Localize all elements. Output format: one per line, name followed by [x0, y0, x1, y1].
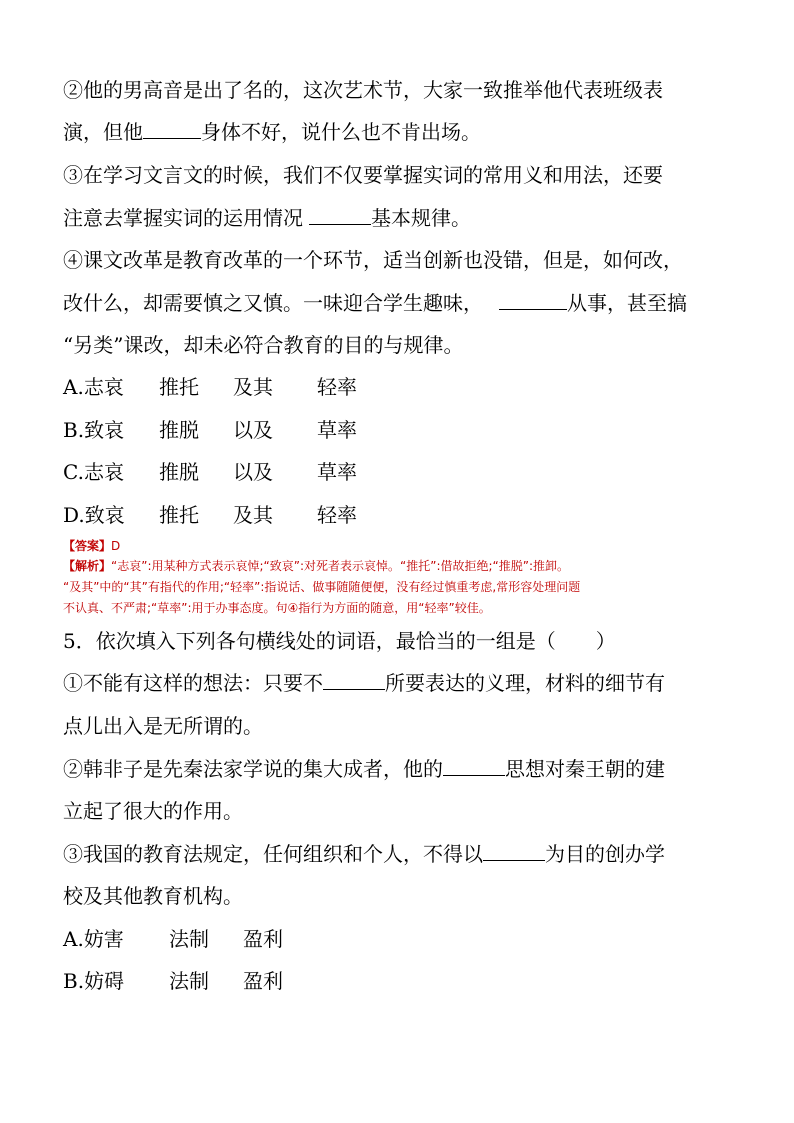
q4-item4-line3 [63, 331, 463, 359]
q5-item2-line1 [63, 755, 665, 783]
option-word: 轻率 [317, 375, 357, 399]
q4-item2-text: 演，但他 [63, 120, 143, 144]
q4-item3-text: ③在学习文言文的时候，我们不仅要掌握实词的常用义和用法，还要 [63, 163, 663, 187]
q5-item3-text: ③我国的教育法规定，任何组织和个人，不得以 [63, 842, 483, 866]
q5-item2-text: 思想对秦王朝的建 [505, 757, 665, 781]
q4-option-b [63, 416, 357, 444]
q4-item3-line2 [63, 204, 471, 232]
q5-item3-text: 校及其他教育机构。 [63, 884, 243, 908]
q4-item2-text: 身体不好，说什么也不肯出场。 [201, 120, 481, 144]
analysis-text: “及其”中的“其”有指代的作用;“轻率”:指说话、做事随随便便，没有经过慎重考虑,常形容处理问题 [63, 580, 581, 594]
analysis-line-2 [63, 577, 580, 597]
q5-stem [63, 627, 616, 655]
q4-option-c [63, 458, 357, 486]
analysis-line-3 [63, 598, 491, 618]
q5-item3-line1 [63, 840, 665, 868]
q4-item4-text: “另类”课改，却未必符合教育的目的与规律。 [63, 333, 464, 357]
q4-option-d [63, 501, 357, 529]
analysis-tag: 【解析】 [63, 559, 112, 573]
option-word: 及其 [233, 375, 273, 399]
q5-item3-text: 为目的创办学 [545, 842, 665, 866]
option-word: 法制 [169, 927, 209, 951]
option-word: 盈利 [243, 969, 283, 993]
option-word: 草率 [317, 460, 357, 484]
q4-item2-line2 [63, 118, 481, 146]
q5-item1-line2 [63, 712, 263, 740]
q5-item2-line2 [63, 797, 243, 825]
q4-item2-text: ②他的男高音是出了名的，这次艺术节，大家一致推举他代表班级表 [63, 78, 663, 102]
option-letter: C.志哀 [63, 460, 124, 484]
option-letter: D.致哀 [63, 503, 125, 527]
fill-blank [499, 291, 567, 310]
q5-item1-text: ①不能有这样的想法：只要不 [63, 671, 323, 695]
option-word: 推脱 [159, 460, 199, 484]
fill-blank [143, 120, 201, 139]
option-word: 推脱 [159, 418, 199, 442]
q4-item3-line1 [63, 161, 663, 189]
q5-item2-text: 立起了很大的作用。 [63, 799, 243, 823]
option-letter: A.志哀 [63, 375, 124, 399]
option-word: 及其 [233, 503, 273, 527]
fill-blank [309, 206, 371, 225]
fill-blank [443, 757, 505, 776]
analysis-line-1 [63, 556, 569, 576]
option-letter: A.妨害 [63, 927, 124, 951]
q5-item2-text: ②韩非子是先秦法家学说的集大成者，他的 [63, 757, 443, 781]
q5-item1-line1 [63, 669, 665, 697]
fill-blank [323, 671, 385, 690]
answer-line [63, 536, 120, 556]
q4-item4-line1 [63, 246, 683, 274]
option-letter: B.妨碍 [63, 969, 125, 993]
q4-item4-text: 改什么，却需要慎之又慎。一味迎合学生趣味， [63, 291, 483, 315]
option-word: 盈利 [243, 927, 283, 951]
analysis-text: 不认真、不严肃;“草率”:用于办事态度。句④指行为方面的随意，用“轻率”较佳。 [63, 601, 491, 615]
q4-item3-text: 基本规律。 [371, 206, 471, 230]
option-word: 法制 [169, 969, 209, 993]
option-word: 轻率 [317, 503, 357, 527]
answer-value: D [111, 539, 121, 553]
option-word: 草率 [317, 418, 357, 442]
q4-item2-line1 [63, 76, 663, 104]
q5-item1-text: 点儿出入是无所谓的。 [63, 714, 263, 738]
q4-item4-text: 从事，甚至搞 [567, 291, 687, 315]
q5-item1-text: 所要表达的义理，材料的细节有 [385, 671, 665, 695]
option-word: 推托 [159, 503, 199, 527]
analysis-text: “志哀”:用某种方式表示哀悼;“致哀”:对死者表示哀悼。“推托”:借故拒绝;“推脱”:推卸。 [111, 559, 570, 573]
q5-stem-text: 5．依次填入下列各句横线处的词语，最恰当的一组是（ ） [63, 629, 616, 653]
q4-item3-text: 注意去掌握实词的运用情况 [63, 206, 303, 230]
fill-blank [483, 842, 545, 861]
option-word: 以及 [233, 418, 273, 442]
q5-option-a [63, 925, 283, 953]
option-word: 推托 [159, 375, 199, 399]
q5-item3-line2 [63, 882, 243, 910]
q4-option-a [63, 373, 357, 401]
answer-tag: 【答案】 [63, 539, 112, 553]
q4-item4-text: ④课文改革是教育改革的一个环节，适当创新也没错，但是，如何改， [63, 248, 683, 272]
q5-option-b [63, 967, 283, 995]
q4-item4-line2 [63, 289, 687, 317]
option-word: 以及 [233, 460, 273, 484]
option-letter: B.致哀 [63, 418, 125, 442]
